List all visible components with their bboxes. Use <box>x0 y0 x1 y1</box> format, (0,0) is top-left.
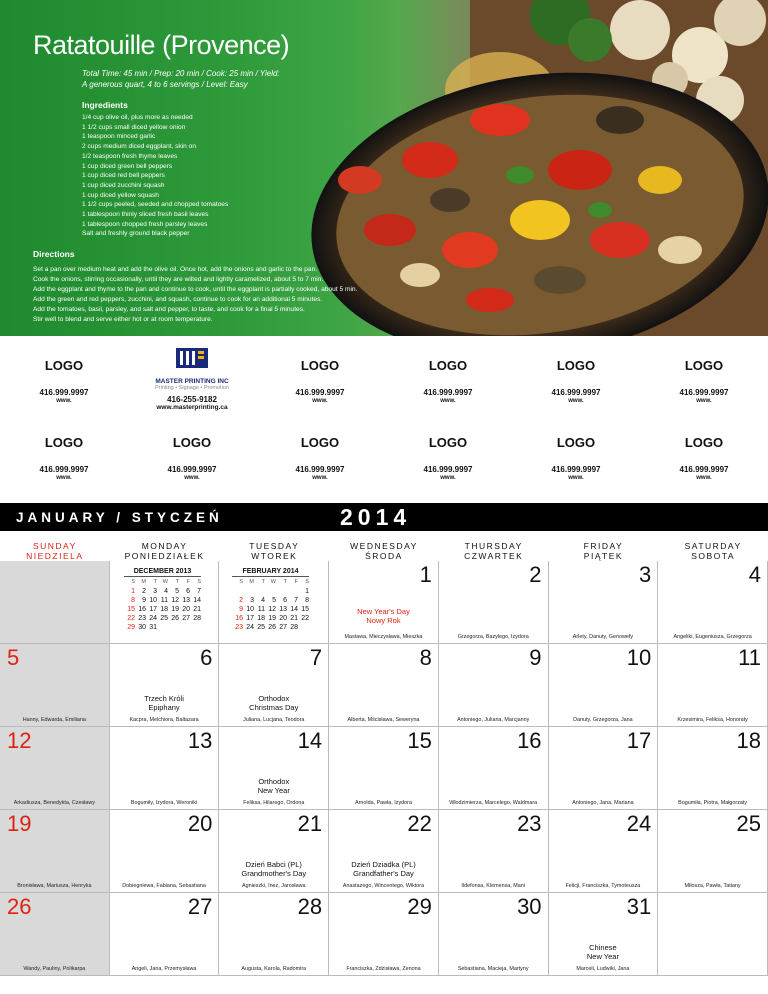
weekday-en: MONDAY <box>141 541 188 551</box>
mini-day: 4 <box>261 597 265 604</box>
name-day-list: Alberta, Mścisława, Seweryna <box>347 717 420 723</box>
sponsor-cell[interactable] <box>512 435 640 481</box>
ingredient-item: 1 cup diced green bell peppers <box>82 162 173 170</box>
sponsor-website[interactable]: www. <box>184 475 200 481</box>
day-cell[interactable] <box>110 810 220 893</box>
weekday-pl: ŚRODA <box>365 551 403 561</box>
sponsor-logo: LOGO <box>428 435 468 450</box>
month-header <box>0 503 768 531</box>
day-number: 4 <box>748 562 761 587</box>
master-printing-logo-icon <box>172 346 212 370</box>
weekday-en: THURSDAY <box>464 541 523 551</box>
sponsor-cell[interactable] <box>0 358 128 404</box>
mini-day-header: S <box>239 579 243 585</box>
day-number: 7 <box>309 645 323 670</box>
day-number: 20 <box>187 811 213 836</box>
weekday-header <box>549 541 659 561</box>
day-cell[interactable] <box>439 727 549 810</box>
mini-day: 21 <box>290 615 298 622</box>
mini-day <box>265 587 276 596</box>
day-number: 21 <box>297 811 323 836</box>
day-cell[interactable] <box>658 810 768 893</box>
name-day-list: Miłosza, Pawła, Tatiany <box>684 883 741 889</box>
day-cell[interactable] <box>110 644 220 727</box>
name-day-list: Ildefonsa, Klemensa, Mani <box>461 883 525 889</box>
sponsor-website[interactable]: www. <box>312 475 328 481</box>
ingredient-item: 1 teaspoon minced garlic <box>82 133 156 141</box>
ingredient-item: 1 cup diced yellow squash <box>82 191 159 199</box>
mini-day: 28 <box>193 615 201 622</box>
name-day-list: Mastawa, Mieczysława, Mieszka <box>344 634 423 640</box>
mini-day: 20 <box>279 615 287 622</box>
mini-day: 5 <box>175 588 179 595</box>
weekday-en: TUESDAY <box>249 541 300 551</box>
name-day-list: Wandy, Pauliny, Polikarpa <box>23 966 86 972</box>
mini-day: 12 <box>268 606 276 613</box>
name-day-list: Antoniego, Jana, Mariana <box>572 800 634 806</box>
name-day-list: Antoniego, Juliana, Marcjanny <box>457 717 530 723</box>
mini-day: 5 <box>272 597 276 604</box>
direction-step: Add the eggplant and thyme to the pan and continue to cook, until the eggplant is partially cooked, about 5 min. <box>33 286 358 293</box>
sponsor-cell[interactable] <box>256 358 384 404</box>
mini-day-header: T <box>261 579 265 585</box>
year-title: 2014 <box>340 504 412 530</box>
day-number: 26 <box>7 894 32 919</box>
mini-day: 6 <box>283 597 287 604</box>
day-cell[interactable] <box>0 893 110 976</box>
day-number: 12 <box>7 728 32 753</box>
mini-day: 19 <box>171 606 179 613</box>
day-cell[interactable] <box>110 727 220 810</box>
ingredient-item: 2 cups medium diced eggplant, skin on <box>82 143 196 151</box>
sponsor-phone: 416.999.9997 <box>167 465 217 474</box>
day-cell[interactable] <box>0 727 110 810</box>
mini-day-header: M <box>249 579 254 585</box>
name-day-list: Agnieszki, Inez, Jarosława <box>242 883 306 889</box>
holiday-label: New Year's Day Nowy Rok <box>357 607 410 625</box>
day-cell[interactable] <box>0 644 110 727</box>
mini-day <box>298 623 309 632</box>
day-number: 6 <box>200 645 213 670</box>
day-number: 17 <box>626 728 652 753</box>
weekday-en: WEDNESDAY <box>350 541 418 551</box>
weekday-header <box>110 541 220 561</box>
sponsor-cell[interactable] <box>384 435 512 481</box>
sponsor-website[interactable]: www. <box>568 398 584 404</box>
sponsor-logo: LOGO <box>556 358 596 373</box>
sponsor-phone: 416.999.9997 <box>295 465 345 474</box>
day-number: 1 <box>419 562 432 587</box>
name-day-list: Arkadiusza, Benedykta, Czesławy <box>13 800 95 806</box>
day-cell[interactable] <box>219 893 329 976</box>
mini-day: 22 <box>127 615 135 622</box>
ingredient-item: 1/2 teaspoon fresh thyme leaves <box>82 152 178 160</box>
mini-day <box>254 587 265 596</box>
day-cell[interactable] <box>549 727 659 810</box>
day-cell[interactable] <box>329 810 439 893</box>
mini-calendar-february-2014 <box>232 567 309 632</box>
ingredient-item: 1 tablespoon chopped fresh parsley leaves <box>82 220 208 228</box>
weekday-en: SUNDAY <box>32 541 77 551</box>
recipe-title: Ratatouille (Provence) <box>33 30 290 60</box>
ingredients-heading: Ingredients <box>82 100 128 110</box>
day-number: 18 <box>736 728 761 753</box>
mini-day-header: S <box>305 579 309 585</box>
day-number: 23 <box>517 811 542 836</box>
mini-day: 14 <box>290 606 298 613</box>
mini-day: 8 <box>305 597 309 604</box>
sponsor-logo: LOGO <box>684 435 724 450</box>
mini-day <box>287 587 298 596</box>
name-day-list: Angeliki, Eugeniusza, Grzegorza <box>673 634 752 640</box>
mini-day: 1 <box>131 588 135 595</box>
sponsor-website[interactable]: www. <box>312 398 328 404</box>
day-cell[interactable] <box>219 810 329 893</box>
day-cell[interactable] <box>329 561 439 644</box>
sponsor-cell[interactable] <box>640 435 768 481</box>
direction-step: Set a pan over medium heat and add the olive oil. Once hot, add the onions and garlic to the pan. <box>33 266 318 273</box>
master-printing-phone: 416-255-9182 <box>167 395 217 404</box>
day-cell[interactable] <box>329 727 439 810</box>
mini-day: 26 <box>171 615 179 622</box>
mini-day: 10 <box>246 606 254 613</box>
day-number: 5 <box>7 645 20 670</box>
day-cell[interactable] <box>549 644 659 727</box>
weekday-header <box>219 541 329 561</box>
mini-day: 15 <box>301 606 309 613</box>
mini-day: 25 <box>257 624 265 631</box>
weekday-pl: PONIEDZIAŁEK <box>124 551 205 561</box>
day-number: 30 <box>517 894 542 919</box>
mini-day: 18 <box>160 606 168 613</box>
sponsor-website[interactable]: www. <box>440 398 456 404</box>
sponsor-logo: LOGO <box>556 435 596 450</box>
sponsor-phone: 416.999.9997 <box>423 465 473 474</box>
mini-day: 4 <box>164 588 168 595</box>
mini-calendar-december-2013 <box>124 567 201 632</box>
day-cell[interactable] <box>219 644 329 727</box>
mini-day: 11 <box>257 606 265 613</box>
day-number: 15 <box>407 728 432 753</box>
name-day-list: Hanny, Edwarda, Emiliana <box>22 717 86 723</box>
day-number: 9 <box>529 645 542 670</box>
holiday-label: Orthodox New Year <box>257 777 290 795</box>
day-number: 3 <box>639 562 652 587</box>
ingredient-item: 1 cup diced red bell peppers <box>82 172 165 180</box>
day-number: 25 <box>736 811 761 836</box>
mini-day: 17 <box>246 615 254 622</box>
mini-day: 26 <box>268 624 276 631</box>
name-day-list: Bogumiła, Piotra, Małgorzaty <box>678 800 748 806</box>
sponsor-phone: 416.999.9997 <box>679 388 729 397</box>
name-day-list: Grzegorza, Bazylego, Izydora <box>457 634 529 640</box>
sponsor-logo: LOGO <box>684 358 724 373</box>
mini-day: 17 <box>149 606 157 613</box>
mini-day: 23 <box>138 615 146 622</box>
mini-day <box>243 587 254 596</box>
day-number: 24 <box>626 811 652 836</box>
recipe-meta <box>82 68 322 90</box>
weekday-header <box>439 541 549 561</box>
mini-day: 6 <box>186 588 190 595</box>
master-printing-website[interactable]: www.masterprinting.ca <box>156 404 228 411</box>
mini-day: 18 <box>257 615 265 622</box>
mini-day-header: F <box>186 579 190 585</box>
master-printing-services: Printing • Signage • Promotion <box>155 385 229 391</box>
ingredient-item: 1/4 cup olive oil, plus more as needed <box>82 114 193 121</box>
master-printing-name: MASTER PRINTING INC <box>155 378 229 385</box>
name-day-list: Sebastiana, Macieja, Martyny <box>457 966 529 972</box>
direction-step: Add the green and red peppers, zucchini, and squash, continue to cook for an additional 5 minutes. <box>33 296 323 303</box>
sponsor-phone: 416.999.9997 <box>551 388 601 397</box>
name-day-list: Krzesimira, Feliksa, Honoraty <box>677 717 748 723</box>
day-number: 27 <box>187 894 213 919</box>
direction-step: Add the tomatoes, basil, parsley, and salt and pepper, to taste, and cook for a final 5 minutes. <box>33 306 305 313</box>
name-day-list: Anastazego, Wincentego, Wiktora <box>342 883 425 889</box>
mini-day: 9 <box>142 597 146 604</box>
mini-day-header: S <box>131 579 135 585</box>
name-day-list: Bogumiły, Izydora, Weroniki <box>130 800 198 806</box>
mini-day: 1 <box>305 588 309 595</box>
mini-day: 12 <box>171 597 179 604</box>
mini-day: 3 <box>250 597 254 604</box>
sponsor-website[interactable]: www. <box>696 398 712 404</box>
day-cell[interactable] <box>439 810 549 893</box>
month-title: JANUARY / STYCZEŃ <box>16 510 223 525</box>
mini-day: 7 <box>294 597 298 604</box>
mini-day: 24 <box>246 624 254 631</box>
mini-day: 9 <box>239 606 243 613</box>
mini-calendar-title: FEBRUARY 2014 <box>232 567 309 577</box>
day-cell[interactable] <box>658 644 768 727</box>
mini-day-header: M <box>141 579 146 585</box>
ingredient-item: 1 tablespoon thinly sliced fresh basil leaves <box>82 211 209 219</box>
mini-day: 8 <box>131 597 135 604</box>
weekday-en: SATURDAY <box>684 541 742 551</box>
master-printing-ad <box>128 346 256 411</box>
mini-day-header: T <box>175 579 179 585</box>
sponsor-logo: LOGO <box>300 358 340 373</box>
ingredient-item: 1 1/2 cups small diced yellow onion <box>82 123 186 131</box>
empty-cell <box>0 561 110 644</box>
mini-day: 2 <box>239 597 243 604</box>
name-day-list: Felicji, Franciszka, Tymoteusza <box>565 883 641 889</box>
day-cell[interactable] <box>329 893 439 976</box>
day-number: 2 <box>529 562 542 587</box>
day-cell[interactable] <box>0 810 110 893</box>
mini-day: 31 <box>149 624 157 631</box>
sponsor-logo: LOGO <box>44 435 84 450</box>
day-cell[interactable] <box>329 644 439 727</box>
name-day-list: Franciszka, Zdzisława, Zenona <box>346 966 421 972</box>
sponsor-phone: 416.999.9997 <box>39 388 89 397</box>
mini-day <box>168 623 179 632</box>
name-day-list: Arnolda, Pawła, Izydora <box>355 800 412 806</box>
weekday-header <box>0 541 110 561</box>
weekday-pl: NIEDZIELA <box>26 551 84 561</box>
mini-day <box>157 623 168 632</box>
mini-day: 20 <box>182 606 190 613</box>
day-number: 11 <box>738 645 761 670</box>
day-cell[interactable] <box>219 727 329 810</box>
mini-day: 15 <box>127 606 135 613</box>
sponsor-phone: 416.999.9997 <box>423 388 473 397</box>
sponsor-cell[interactable] <box>128 435 256 481</box>
day-number: 28 <box>297 894 323 919</box>
sponsor-phone: 416.999.9997 <box>295 388 345 397</box>
weekday-en: FRIDAY <box>583 541 624 551</box>
day-number: 16 <box>517 728 542 753</box>
sponsor-phone: 416.999.9997 <box>39 465 89 474</box>
sponsor-website[interactable]: www. <box>56 475 72 481</box>
name-day-list: Marceli, Ludwiki, Jana <box>576 966 630 972</box>
sponsor-cell[interactable] <box>0 435 128 481</box>
ingredient-item: 1 1/2 cups peeled, seeded and chopped tomatoes <box>82 201 229 209</box>
empty-cell <box>658 893 768 976</box>
holiday-label: Trzech Króli Epiphany <box>144 694 184 712</box>
mini-day: 27 <box>279 624 287 631</box>
ingredients-list <box>82 113 228 239</box>
day-cell[interactable] <box>658 727 768 810</box>
mini-calendar-title: DECEMBER 2013 <box>124 567 201 577</box>
day-cell[interactable] <box>549 810 659 893</box>
mini-day <box>190 623 201 632</box>
day-cell[interactable] <box>658 561 768 644</box>
mini-calendar-table <box>124 578 201 632</box>
mini-day: 23 <box>235 624 243 631</box>
name-day-list: Feliksa, Hilarego, Ordona <box>243 800 305 806</box>
sponsor-logo: LOGO <box>44 358 84 373</box>
sponsor-website[interactable]: www. <box>440 475 456 481</box>
name-day-list: Angeli, Jana, Przemysława <box>131 966 197 972</box>
day-cell[interactable] <box>439 893 549 976</box>
mini-day: 27 <box>182 615 190 622</box>
day-number: 31 <box>626 894 652 919</box>
mini-day: 25 <box>160 615 168 622</box>
sponsor-website[interactable]: www. <box>696 475 712 481</box>
day-number: 19 <box>7 811 32 836</box>
mini-day: 21 <box>193 606 201 613</box>
recipe-meta-line: Total Time: 45 min / Prep: 20 min / Cook: 25 min / Yield: <box>82 69 280 78</box>
name-day-list: Kacpra, Melchiora, Baltazara <box>129 717 199 723</box>
mini-day-header: W <box>162 579 168 585</box>
weekday-pl: PIĄTEK <box>583 551 624 561</box>
mini-day: 28 <box>290 624 298 631</box>
mini-day: 11 <box>160 597 168 604</box>
mini-day <box>276 587 287 596</box>
mini-day: 3 <box>153 588 157 595</box>
holiday-label: Orthodox Christmas Day <box>249 694 299 712</box>
mini-day: 24 <box>149 615 157 622</box>
sponsor-logo: LOGO <box>172 435 212 450</box>
mini-day-header: T <box>283 579 287 585</box>
sponsor-logo: LOGO <box>428 358 468 373</box>
day-cell[interactable] <box>549 893 659 976</box>
day-number: 22 <box>407 811 432 836</box>
mini-day: 19 <box>268 615 276 622</box>
holiday-label: Chinese New Year <box>586 943 619 961</box>
mini-day: 22 <box>301 615 309 622</box>
mini-day-header: T <box>153 579 157 585</box>
mini-day: 16 <box>235 615 243 622</box>
day-number: 29 <box>407 894 432 919</box>
mini-day-header: F <box>294 579 298 585</box>
sponsor-phone: 416.999.9997 <box>551 465 601 474</box>
recipe-meta-line: A generous quart, 4 to 6 servings / Level: Easy <box>82 80 248 89</box>
weekday-header <box>658 541 768 561</box>
sponsor-logo: LOGO <box>300 435 340 450</box>
mini-day: 30 <box>138 624 146 631</box>
sponsor-website[interactable]: www. <box>568 475 584 481</box>
day-cell[interactable] <box>110 893 220 976</box>
name-day-list: Włodzimierza, Marcelego, Waldmara <box>449 800 538 806</box>
mini-day: 2 <box>142 588 146 595</box>
name-day-list: Danuty, Grzegorza, Jana <box>573 717 633 723</box>
day-number: 10 <box>626 645 652 670</box>
day-cell[interactable] <box>549 561 659 644</box>
directions-heading: Directions <box>33 249 75 259</box>
day-number: 8 <box>419 645 432 670</box>
sponsor-phone: 416.999.9997 <box>679 465 729 474</box>
day-number: 13 <box>187 728 213 753</box>
name-day-list: Dobiegniewa, Fabiana, Sebastiana <box>122 883 206 889</box>
day-cell[interactable] <box>439 644 549 727</box>
ingredient-item: Salt and freshly ground black pepper <box>82 230 190 238</box>
recipe-banner <box>0 0 768 336</box>
mini-day-header: S <box>197 579 201 585</box>
mini-day: 29 <box>127 624 135 631</box>
holiday-label: Dzień Dziadka (PL) Grandfather's Day <box>351 860 416 878</box>
weekday-pl: SOBOTA <box>691 551 736 561</box>
name-day-list: Augusta, Karola, Radomira <box>241 966 307 972</box>
sponsor-cell[interactable] <box>384 358 512 404</box>
mini-day: 7 <box>197 588 201 595</box>
mini-day: 16 <box>138 606 146 613</box>
mini-day: 13 <box>182 597 190 604</box>
mini-day: 10 <box>149 597 157 604</box>
mini-day <box>232 587 243 596</box>
sponsor-cell[interactable] <box>512 358 640 404</box>
mini-day: 13 <box>279 606 287 613</box>
day-cell[interactable] <box>439 561 549 644</box>
directions-text <box>33 265 363 325</box>
weekday-header <box>329 541 439 561</box>
day-number: 14 <box>297 728 323 753</box>
sponsor-cell[interactable] <box>640 358 768 404</box>
holiday-label: Dzień Babci (PL) Grandmother's Day <box>241 860 307 878</box>
mini-day <box>179 623 190 632</box>
direction-step: Cook the onions, stirring occasionally, until they are wilted and lightly caramelized, about 5 to 7 min. <box>33 276 324 283</box>
mini-day-header: W <box>270 579 276 585</box>
name-day-list: Juliana, Lucjana, Teodora <box>243 717 305 723</box>
weekday-pl: WTOREK <box>251 551 298 561</box>
mini-day: 14 <box>193 597 201 604</box>
name-day-list: Arlety, Danuty, Genowefy <box>572 634 634 640</box>
weekday-pl: CZWARTEK <box>464 551 524 561</box>
sponsor-cell[interactable] <box>256 435 384 481</box>
name-day-list: Bronisława, Mariusza, Henryka <box>17 883 92 889</box>
mini-calendar-table <box>232 578 309 632</box>
sponsor-website[interactable]: www. <box>56 398 72 404</box>
direction-step: Stir well to blend and serve either hot or at room temperature. <box>33 316 213 323</box>
ingredient-item: 1 cup diced zucchini squash <box>82 181 165 189</box>
